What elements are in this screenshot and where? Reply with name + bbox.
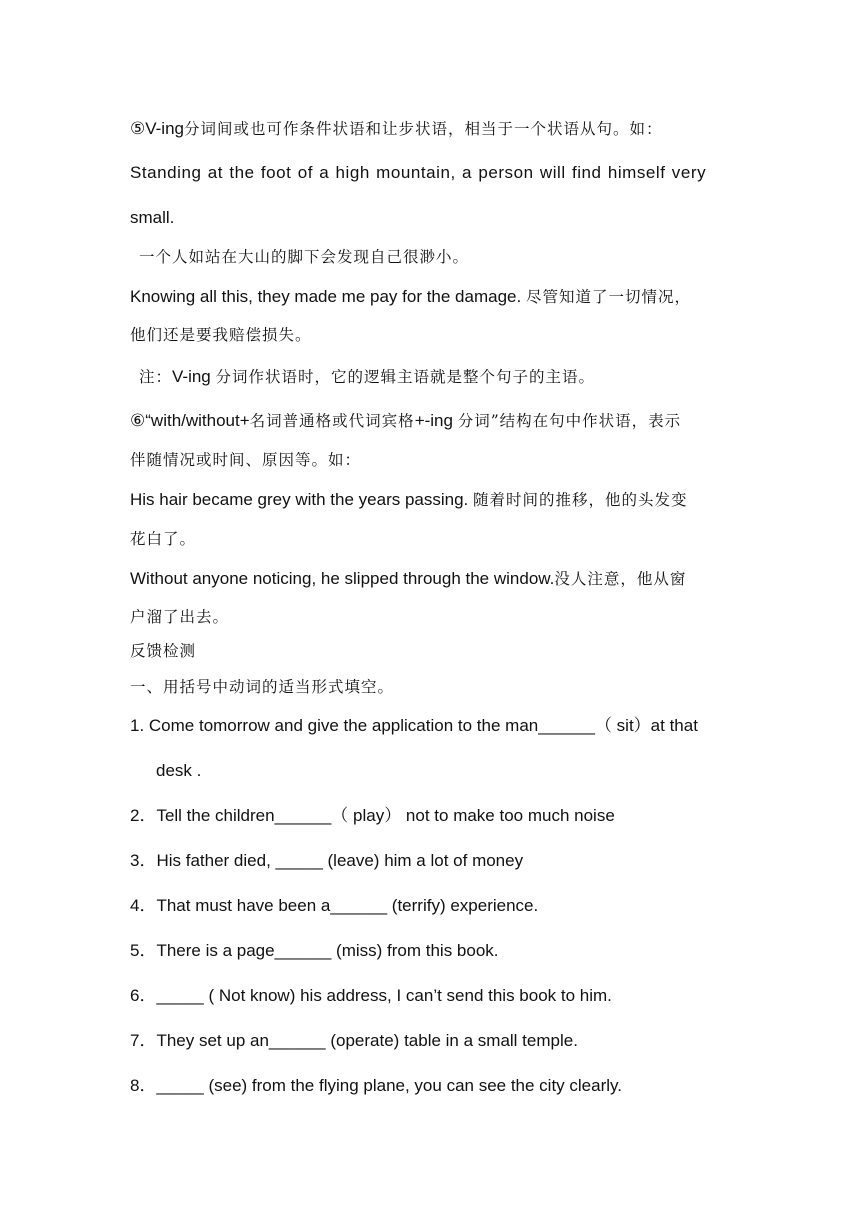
section6-heading-line2: 伴随情况或时间、原因等。如： [130, 451, 362, 469]
section6-example1-en: His hair became grey with the years passing. [130, 490, 469, 509]
section6-heading [130, 410, 681, 432]
section5-example2-en: Knowing all this, they made me pay for the damage. [130, 287, 522, 306]
section6-heading-cn2: 分词”结构在句中作状语，表示 [457, 412, 682, 430]
section6-example1-cn-part2: 花白了。 [130, 530, 197, 548]
section5-example2-cn-part1: 尽管知道了一切情况， [525, 288, 691, 306]
question-1-line1: 1. Come tomorrow and give the application to the man______（ sit）at that [130, 716, 698, 735]
section5-example2 [130, 286, 691, 308]
question-7: 7．They set up an______ (operate) table in a small temple. [130, 1031, 578, 1050]
section5-example2-cn-part2: 他们还是要我赔偿损失。 [130, 326, 312, 344]
question-6: 6．_____ ( Not know) his address, I can’t send this book to him. [130, 986, 612, 1005]
question-1-line2: desk . [156, 761, 202, 780]
section5-note-prefix: 注： [139, 368, 173, 386]
question-3: 3．His father died, _____ (leave) him a lot of money [130, 851, 524, 870]
section6-example2-cn-part2: 户溜了出去。 [130, 608, 230, 626]
section5-heading [130, 118, 663, 140]
section5-heading-en: ⑤V-ing [130, 119, 184, 138]
section6-example1 [130, 489, 688, 511]
section6-heading-en2: +-ing [414, 411, 453, 430]
section5-example1-line2: small. [130, 208, 175, 227]
section5-example1-line1: Standing at the foot of a high mountain, a person will find himself very [130, 163, 707, 182]
question-5: 5．There is a page______ (miss) from this book. [130, 941, 499, 960]
feedback-instruction: 一、用括号中动词的适当形式填空。 [130, 678, 395, 696]
question-2: 2．Tell the children______（ play） not to make too much noise [130, 806, 615, 825]
section5-note [139, 366, 595, 388]
section6-example1-cn-part1: 随着时间的推移，他的头发变 [473, 491, 688, 509]
section5-example1-translation: 一个人如站在大山的脚下会发现自己很渺小。 [139, 248, 470, 266]
section6-heading-cn1: 名词普通格或代词宾格 [249, 412, 415, 430]
section6-example2 [130, 568, 686, 590]
section5-heading-cn: 分词间或也可作条件状语和让步状语，相当于一个状语从句。如： [184, 120, 663, 138]
section5-note-en: V-ing [172, 367, 211, 386]
section6-heading-num: ⑥ [130, 411, 146, 430]
section6-heading-en: “with/without+ [145, 411, 250, 430]
section6-example2-en: Without anyone noticing, he slipped through the window. [130, 569, 555, 588]
feedback-title: 反馈检测 [130, 642, 197, 660]
question-8: 8．_____ (see) from the flying plane, you can see the city clearly. [130, 1076, 622, 1095]
section6-example2-cn-part1: 没人注意，他从窗 [554, 570, 687, 588]
section5-note-cn: 分词作状语时，它的逻辑主语就是整个句子的主语。 [215, 368, 596, 386]
question-4: 4．That must have been a______ (terrify) experience. [130, 896, 539, 915]
